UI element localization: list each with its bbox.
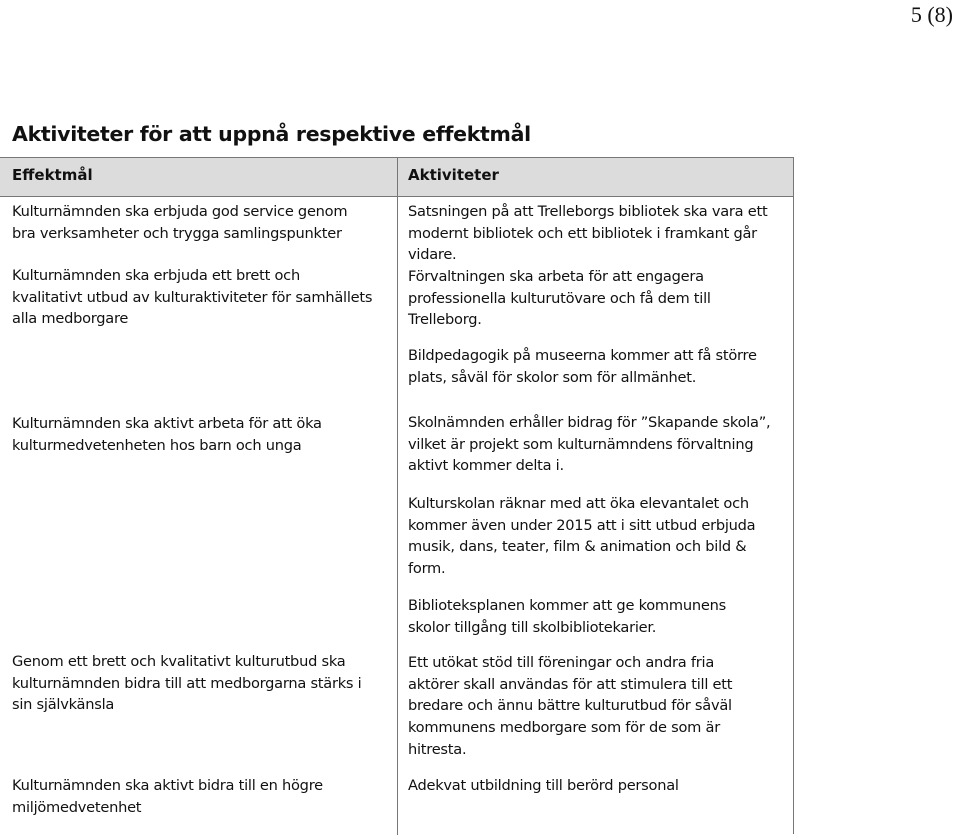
cell-line: Kulturnämnden ska aktivt arbeta för att öka bbox=[12, 415, 322, 432]
cell-line: musik, dans, teater, film & animation och bild & bbox=[408, 538, 747, 556]
effektmal-cell bbox=[12, 651, 361, 716]
cell-line: aktörer skall användas för att stimulera till ett bbox=[408, 675, 733, 693]
cell-line: Biblioteksplanen kommer att ge kommunens bbox=[408, 597, 726, 614]
effektmal-cell bbox=[12, 265, 372, 330]
cell-line: Trelleborg. bbox=[408, 311, 482, 329]
cell-line: Adekvat utbildning till berörd personal bbox=[408, 777, 679, 794]
cell-line: kulturmedvetenheten hos barn och unga bbox=[12, 436, 302, 454]
column-divider bbox=[397, 158, 398, 835]
cell-line: Kulturnämnden ska aktivt bidra till en högre bbox=[12, 777, 323, 794]
cell-line: bra verksamheter och trygga samlingspunkter bbox=[12, 224, 342, 242]
aktivitet-cell bbox=[408, 201, 767, 266]
cell-line: Kulturskolan räknar med att öka elevantalet och bbox=[408, 495, 749, 512]
cell-line: Genom ett brett och kvalitativt kulturutbud ska bbox=[12, 653, 346, 670]
activities-table bbox=[0, 157, 794, 834]
aktivitet-cell bbox=[408, 595, 726, 638]
cell-line: hitresta. bbox=[408, 740, 467, 758]
document-title: Aktiviteter för att uppnå respektive effektmål bbox=[12, 122, 531, 146]
cell-line: kulturnämnden bidra till att medborgarna stärks i bbox=[12, 674, 362, 692]
cell-line: Förvaltningen ska arbeta för att engagera bbox=[408, 268, 704, 285]
effektmal-cell bbox=[12, 413, 322, 456]
effektmal-cell bbox=[12, 201, 347, 244]
cell-line: kommunens medborgare som för de som är bbox=[408, 719, 720, 737]
cell-line: Skolnämnden erhåller bidrag för ”Skapande skola”, bbox=[408, 414, 771, 431]
aktivitet-cell bbox=[408, 266, 711, 331]
cell-line: modernt bibliotek och ett bibliotek i framkant går bbox=[408, 224, 757, 242]
cell-line: miljömedvetenhet bbox=[12, 798, 142, 816]
cell-line: bredare och ännu bättre kulturutbud för såväl bbox=[408, 697, 732, 715]
cell-line: plats, såväl för skolor som för allmänhet. bbox=[408, 368, 697, 386]
aktivitet-cell bbox=[408, 345, 757, 388]
cell-line: Ett utökat stöd till föreningar och andra fria bbox=[408, 654, 715, 671]
cell-line: form. bbox=[408, 560, 446, 578]
header-effektmal: Effektmål bbox=[12, 166, 93, 184]
page-number: 5 (8) bbox=[910, 2, 953, 27]
header-aktiviteter: Aktiviteter bbox=[408, 166, 499, 184]
aktivitet-cell bbox=[408, 652, 732, 761]
cell-line: vilket är projekt som kulturnämndens förvaltning bbox=[408, 435, 754, 453]
cell-line: Satsningen på att Trelleborgs bibliotek ska vara ett bbox=[408, 203, 768, 220]
cell-line: kvalitativt utbud av kulturaktiviteter för samhällets bbox=[12, 288, 373, 306]
cell-line: alla medborgare bbox=[12, 310, 129, 328]
aktivitet-cell bbox=[408, 493, 755, 580]
cell-line: sin självkänsla bbox=[12, 696, 115, 714]
cell-line: Bildpedagogik på museerna kommer att få större bbox=[408, 347, 757, 364]
cell-line: vidare. bbox=[408, 246, 457, 264]
effektmal-cell bbox=[12, 775, 323, 818]
cell-line: Kulturnämnden ska erbjuda ett brett och bbox=[12, 267, 300, 284]
cell-line: aktivt kommer delta i. bbox=[408, 457, 564, 475]
aktivitet-cell bbox=[408, 775, 679, 797]
cell-line: Kulturnämnden ska erbjuda god service genom bbox=[12, 203, 348, 220]
cell-line: kommer även under 2015 att i sitt utbud erbjuda bbox=[408, 516, 756, 534]
aktivitet-cell bbox=[408, 412, 770, 477]
cell-line: professionella kulturutövare och få dem till bbox=[408, 289, 711, 307]
cell-line: skolor tillgång till skolbibliotekarier. bbox=[408, 618, 657, 636]
